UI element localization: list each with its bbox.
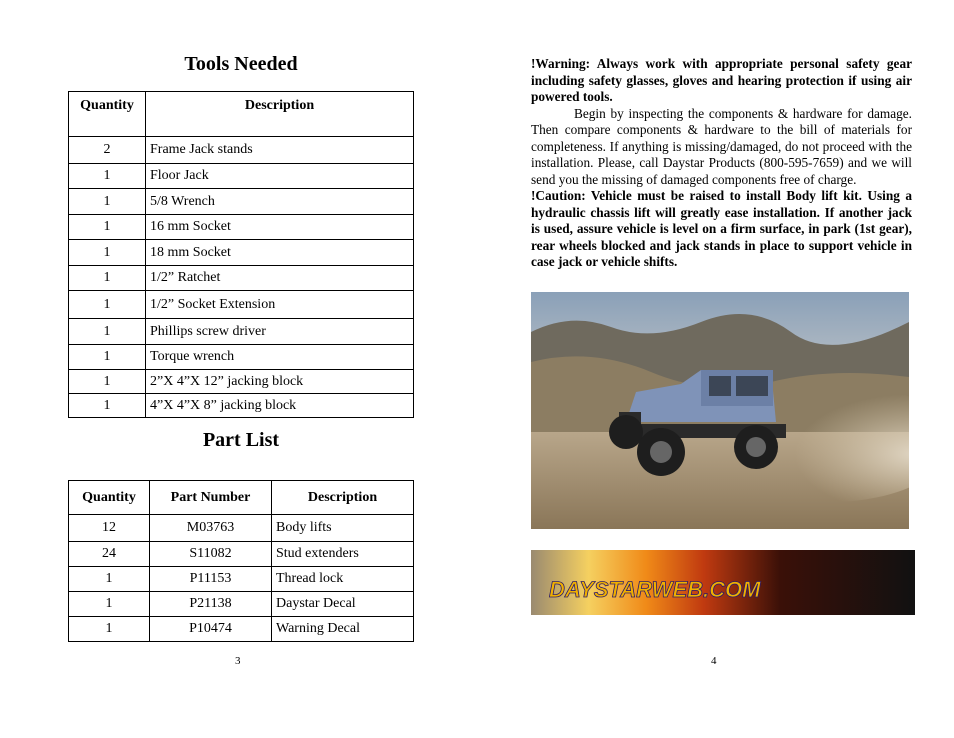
tool-desc: 2”X 4”X 12” jacking block — [146, 370, 414, 394]
table-row — [69, 592, 414, 617]
tool-qty: 1 — [69, 370, 146, 394]
tool-desc: Frame Jack stands — [146, 137, 414, 164]
tool-qty: 2 — [69, 137, 146, 164]
tool-qty: 1 — [69, 215, 146, 240]
table-row — [69, 345, 414, 370]
part-desc: Stud extenders — [272, 542, 414, 567]
inspect-paragraph: Begin by inspecting the components & hardware for damage. Then compare components & hardware to the bill of materials for completeness. If anything is missing/damaged, do not proceed with the installation. Please, call Daystar Products (800-595-7659) and we will send you the missing of damaged components free of charge. — [531, 105, 912, 187]
instructions-text — [531, 56, 912, 271]
part-qty: 24 — [69, 542, 150, 567]
table-row — [69, 215, 414, 240]
table-row — [69, 164, 414, 189]
table-row — [69, 394, 414, 418]
part-number: M03763 — [150, 515, 272, 542]
tool-qty: 1 — [69, 189, 146, 215]
parts-header-row — [69, 481, 414, 515]
tool-desc: 18 mm Socket — [146, 240, 414, 266]
parts-header-quantity: Quantity — [69, 481, 150, 515]
part-desc: Body lifts — [272, 515, 414, 542]
tool-qty: 1 — [69, 240, 146, 266]
tool-desc: Floor Jack — [146, 164, 414, 189]
tool-desc: 16 mm Socket — [146, 215, 414, 240]
tools-table — [68, 91, 414, 418]
part-desc: Thread lock — [272, 567, 414, 592]
tool-qty: 1 — [69, 394, 146, 418]
part-qty: 12 — [69, 515, 150, 542]
parts-table — [68, 480, 414, 642]
tool-desc: 1/2” Ratchet — [146, 266, 414, 291]
part-qty: 1 — [69, 617, 150, 642]
part-number: P10474 — [150, 617, 272, 642]
table-row — [69, 515, 414, 542]
warning-paragraph: !Warning: Always work with appropriate personal safety gear including safety glasses, gloves and hearing protection if using air powered tools. — [531, 56, 912, 104]
tool-desc: 4”X 4”X 8” jacking block — [146, 394, 414, 418]
part-number: S11082 — [150, 542, 272, 567]
parts-header-part-number: Part Number — [150, 481, 272, 515]
table-row — [69, 189, 414, 215]
part-desc: Daystar Decal — [272, 592, 414, 617]
part-number: P21138 — [150, 592, 272, 617]
table-row — [69, 137, 414, 164]
part-desc: Warning Decal — [272, 617, 414, 642]
part-qty: 1 — [69, 567, 150, 592]
page-number: 4 — [711, 655, 717, 667]
tool-qty: 1 — [69, 291, 146, 319]
table-row — [69, 567, 414, 592]
tools-header-quantity: Quantity — [69, 92, 146, 137]
table-row — [69, 266, 414, 291]
table-row — [69, 370, 414, 394]
tool-desc: 5/8 Wrench — [146, 189, 414, 215]
daystar-logo-text: DAYSTARWEB.COM — [549, 577, 761, 602]
tool-qty: 1 — [69, 266, 146, 291]
table-row — [69, 240, 414, 266]
tool-qty: 1 — [69, 164, 146, 189]
tools-header-row — [69, 92, 414, 137]
part-number: P11153 — [150, 567, 272, 592]
daystar-banner — [531, 550, 915, 615]
tools-header-description: Description — [146, 92, 414, 137]
page-number: 3 — [235, 655, 241, 667]
table-row — [69, 319, 414, 345]
part-list-title: Part List — [202, 429, 280, 451]
part-qty: 1 — [69, 592, 150, 617]
table-row — [69, 291, 414, 319]
tool-desc: Torque wrench — [146, 345, 414, 370]
caution-paragraph: !Caution: Vehicle must be raised to install Body lift kit. Using a hydraulic chassis lift will greatly ease installation. If another jack is used, assure vehicle is level on a firm surface, in park (1st gear), rear wheels blocked and jack stands in place to support vehicle in case jack or vehicle shifts. — [531, 188, 912, 269]
jeep-offroad-photo — [531, 292, 909, 529]
tool-desc: Phillips screw driver — [146, 319, 414, 345]
table-row — [69, 617, 414, 642]
tool-desc: 1/2” Socket Extension — [146, 291, 414, 319]
tools-needed-title: Tools Needed — [184, 53, 298, 75]
parts-header-description: Description — [272, 481, 414, 515]
tool-qty: 1 — [69, 345, 146, 370]
tool-qty: 1 — [69, 319, 146, 345]
table-row — [69, 542, 414, 567]
